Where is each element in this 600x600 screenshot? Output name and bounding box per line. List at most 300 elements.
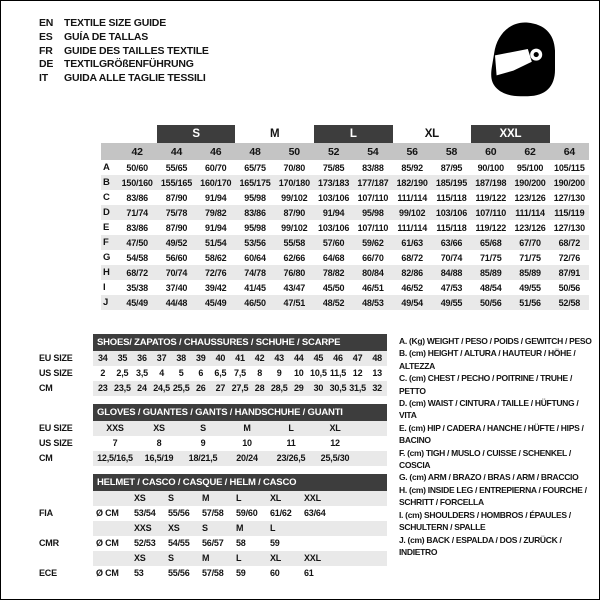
row-cells (93, 491, 387, 506)
row-side-label: EU SIZE (39, 423, 73, 433)
measurement-value: 87/90 (165, 192, 188, 203)
measurement-value: 47/51 (275, 295, 314, 310)
measurement-value: 58/62 (204, 252, 227, 263)
measurement-value: 80/84 (353, 265, 392, 280)
size-number: 42 (118, 143, 157, 160)
measurement-value: 51/56 (510, 295, 549, 310)
measurement-value: 47/53 (440, 282, 463, 293)
shoes-table (39, 351, 387, 396)
measurement-value: 95/100 (516, 162, 544, 173)
row-label: H (101, 265, 118, 280)
measurement-row (101, 235, 589, 250)
cell-value: S (202, 523, 208, 533)
measurement-value: 65/75 (244, 162, 266, 173)
legend-item: B. (cm) HEIGHT / ALTURA / HAUTEUR / HÖHE / ALTEZZA (399, 348, 576, 371)
measurement-value: 55/58 (275, 235, 314, 250)
measurement-value: 72/76 (196, 265, 235, 280)
language-title: TEXTILE SIZE GUIDE (64, 17, 166, 29)
row-cells (93, 451, 387, 466)
measurement-value: 48/52 (314, 295, 353, 310)
helmet-row (39, 551, 387, 566)
cell-value: 10 (242, 438, 252, 448)
measurement-row (101, 190, 589, 205)
size-number: 54 (353, 143, 392, 160)
measurement-value: 127/130 (553, 192, 585, 203)
cell-value: XS (168, 523, 180, 533)
measurement-value: 91/94 (314, 205, 353, 220)
measurement-value: 61/63 (393, 235, 432, 250)
gloves-section-header: GLOVES / GUANTES / GANTS / HANDSCHUHE / GUANTI (93, 404, 387, 421)
measurement-value: 35/38 (126, 282, 148, 293)
shoes-section-header: SHOES/ ZAPATOS / CHAUSSURES / SCHUHE / SCARPE (93, 334, 387, 351)
measurement-value: 76/80 (275, 265, 314, 280)
cell-value: 54/55 (168, 538, 190, 548)
cell-value (301, 536, 335, 551)
cell-value: M (243, 423, 251, 433)
measurement-value: 50/60 (126, 162, 148, 173)
cell-value: 3,5 (136, 368, 148, 378)
measurement-legend (399, 335, 597, 558)
measurement-value: 49/54 (393, 295, 432, 310)
legend-item: I. (cm) SHOULDERS / HOMBROS / ÉPAULES / SCHULTERN / SPALLE (399, 509, 571, 533)
cell-value: 23 (97, 383, 108, 393)
cell-value: XL (329, 423, 341, 433)
measurement-value: 91/94 (204, 192, 227, 203)
measurement-value: 50/56 (471, 295, 510, 310)
cell-value: 25,5/30 (320, 453, 350, 463)
cell-value: XXL (304, 493, 321, 503)
size-group-l: L (314, 125, 393, 143)
size-number: 44 (157, 143, 196, 160)
measurement-value: 48/54 (480, 282, 502, 293)
cell-value: 38 (176, 353, 186, 363)
measurement-value: 87/90 (165, 222, 188, 233)
cell-value: 52/53 (134, 538, 156, 548)
cell-value: 2,5 (116, 368, 129, 378)
cell-value: XS (134, 493, 146, 503)
row-cells (93, 506, 387, 521)
measurement-value: 49/55 (519, 282, 541, 293)
cell-value: 2 (100, 368, 106, 378)
cell-value: 43 (274, 353, 284, 363)
cell-value: 29 (293, 383, 304, 393)
measurement-value: 190/200 (550, 175, 589, 190)
cell-value: Ø CM (96, 538, 119, 548)
cell-value: 53/54 (134, 508, 156, 518)
measurement-value: 46/51 (362, 282, 384, 293)
cell-value: 25,5 (172, 383, 190, 393)
measurement-value: 150/160 (118, 175, 157, 190)
cell-value: 53 (134, 568, 144, 578)
cell-value: 23,5 (114, 383, 131, 393)
helmet-section-header: HELMET / CASCO / CASQUE / HELM / CASCO (93, 474, 387, 491)
cell-value: 58 (236, 538, 246, 548)
cell-value: 4 (159, 368, 164, 378)
measurement-value: 75/85 (322, 162, 345, 173)
cell-value: 30 (313, 383, 324, 393)
cell-value: 35 (117, 353, 128, 363)
measurement-value: 115/119 (550, 205, 589, 220)
measurement-value: 83/86 (126, 222, 148, 233)
measurement-value: 95/98 (244, 192, 266, 203)
cell-value: S (168, 553, 174, 563)
measurement-row (101, 220, 589, 235)
measurement-value: 68/72 (401, 252, 423, 263)
cell-value: 34 (97, 353, 108, 363)
measurement-value: 107/110 (357, 222, 389, 233)
measurement-value: 87/91 (550, 265, 589, 280)
cell-value: XS (153, 423, 165, 433)
measurement-value: 47/50 (118, 235, 157, 250)
measurement-value: 63/66 (432, 235, 471, 250)
language-title: GUIDE DES TAILLES TEXTILE (64, 44, 209, 57)
measurement-value: 177/187 (353, 175, 392, 190)
cell-value: 27 (215, 383, 226, 393)
legend-item: H. (cm) INSIDE LEG / ENTREPIERNA / FOURCHE / SCHRITT / FORCELLA (399, 484, 587, 508)
cell-value: L (288, 423, 294, 433)
cell-value: 46 (333, 353, 343, 363)
measurement-value: 115/118 (436, 192, 467, 203)
legend-item: F. (cm) TIGH / MUSLO / CUISSE / SCHENKEL / COSCIA (399, 447, 571, 471)
measurement-value: 103/106 (432, 205, 471, 220)
cell-value: 57/58 (202, 508, 224, 518)
cell-value: 59 (270, 538, 280, 548)
legend-item: C. (cm) CHEST / PECHO / POITRINE / TRUHE / PETTO (399, 373, 573, 396)
measurement-value: 83/86 (126, 192, 148, 203)
empty-cell (101, 143, 118, 160)
measurement-value: 85/89 (471, 265, 510, 280)
cell-value (93, 521, 131, 536)
legend-item: D. (cm) WAIST / CINTURA / TAILLE / HÜFTUNG / VITA (399, 398, 579, 421)
row-cells (93, 366, 387, 381)
measurement-value: 105/115 (554, 162, 585, 173)
helmet-icon-svg (483, 13, 563, 109)
cell-value: 28 (254, 383, 265, 393)
cell-value: 24,5 (153, 383, 170, 393)
measurement-value: 74/78 (235, 265, 274, 280)
size-number: 46 (196, 143, 235, 160)
cell-value: 27,5 (231, 383, 249, 393)
legend-item: E. (cm) HIP / CADERA / HANCHE / HÜFTE / HIPS / BACINO (399, 422, 584, 446)
shoes-row (39, 381, 387, 396)
language-title: GUIDA ALLE TAGLIE TESSILI (64, 72, 206, 85)
measurement-value: 90/100 (477, 162, 504, 173)
measurement-value: 115/118 (436, 222, 467, 233)
size-number: 56 (393, 143, 432, 160)
cell-value: 61 (304, 568, 314, 578)
row-side-label: US SIZE (39, 438, 73, 448)
measurement-value: 70/80 (283, 162, 306, 173)
row-side-label: EU SIZE (39, 353, 73, 363)
measurement-value: 119/122 (475, 222, 507, 233)
measurement-value: 41/45 (244, 282, 266, 293)
measurement-value: 53/56 (235, 235, 274, 250)
measurement-value: 66/70 (362, 252, 384, 263)
size-number: 50 (275, 143, 314, 160)
measurement-value: 54/58 (126, 252, 148, 263)
measurement-value: 78/82 (314, 265, 353, 280)
measurement-value: 107/110 (357, 192, 389, 203)
cell-value: 12 (352, 368, 363, 378)
measurement-value: 49/52 (157, 235, 196, 250)
language-row (39, 45, 209, 59)
row-label: E (103, 222, 110, 233)
cell-value: 13 (372, 368, 382, 378)
row-cells (93, 436, 387, 451)
cell-value: 37 (156, 353, 167, 363)
measurement-row (101, 205, 589, 220)
measurement-value: 111/114 (510, 205, 549, 220)
size-group-xxl: XXL (471, 125, 550, 143)
measurement-row (101, 280, 589, 295)
cell-value (301, 521, 335, 536)
measurement-value: 45/49 (118, 295, 157, 310)
cell-value: XXS (134, 523, 152, 533)
measurement-row (101, 295, 589, 310)
cell-value: 60 (270, 568, 280, 578)
language-row (39, 17, 209, 31)
row-label: G (103, 252, 111, 263)
cell-value: L (236, 493, 242, 503)
cell-value: M (202, 553, 210, 563)
cell-value: 16,5/19 (144, 453, 174, 463)
helmet-row (39, 566, 387, 581)
cell-value: M (202, 493, 210, 503)
cell-value: L (270, 523, 276, 533)
measurement-value: 127/130 (553, 222, 585, 233)
language-title: TEXTILGRÖßENFÜHRUNG (64, 58, 194, 71)
shoes-section (39, 334, 387, 396)
row-cells (93, 566, 387, 581)
measurement-value: 170/180 (275, 175, 314, 190)
size-number: 52 (314, 143, 353, 160)
measurement-value: 79/82 (196, 205, 235, 220)
language-code: IT (39, 72, 48, 85)
measurement-value: 68/72 (550, 235, 589, 250)
row-label: A (103, 162, 110, 173)
row-label: C (103, 192, 110, 203)
measurement-value: 187/198 (471, 175, 510, 190)
cell-value: M (236, 523, 244, 533)
row-label: D (101, 205, 118, 220)
measurement-value: 39/42 (204, 282, 227, 293)
cell-value: 11,5 (329, 368, 347, 378)
measurement-value: 99/102 (281, 222, 308, 233)
measurement-value: 84/88 (432, 265, 471, 280)
measurement-value: 51/54 (196, 235, 235, 250)
row-label: F (101, 235, 118, 250)
measurement-row (101, 265, 589, 280)
cell-value: 31,5 (349, 383, 366, 393)
measurement-value: 68/72 (118, 265, 157, 280)
cell-value: 45 (313, 353, 324, 363)
size-number-row (101, 143, 589, 160)
measurement-value: 103/106 (318, 192, 350, 203)
helmet-section (39, 474, 387, 581)
measurement-row (101, 160, 589, 175)
measurement-value: 95/98 (353, 205, 392, 220)
cell-value: 59 (236, 568, 246, 578)
measurement-value: 99/102 (281, 192, 308, 203)
cell-value: 12,5/16,5 (97, 453, 133, 463)
measurement-value: 65/68 (471, 235, 510, 250)
cell-value: XXS (106, 423, 124, 433)
measurement-value: 64/68 (322, 252, 345, 263)
cell-value: 57/58 (202, 568, 224, 578)
empty-cell (101, 125, 118, 143)
measurement-value: 91/94 (204, 222, 227, 233)
cell-value: 47 (352, 353, 363, 363)
measurement-value: 85/92 (401, 162, 423, 173)
gloves-table (39, 421, 387, 466)
cell-value: 5 (178, 368, 184, 378)
cell-value: 30,5 (329, 383, 347, 393)
cell-value: 7 (112, 438, 118, 448)
helmet-row (39, 506, 387, 521)
cell-value: 59/60 (236, 508, 258, 518)
measurement-value: 70/74 (440, 252, 463, 263)
cell-value: Ø CM (96, 508, 119, 518)
measurement-value: 57/60 (314, 235, 353, 250)
cell-value: 9 (200, 438, 206, 448)
measurement-value: 37/40 (165, 282, 188, 293)
cell-value: 26 (195, 383, 206, 393)
row-side-label: FIA (39, 508, 53, 518)
cell-value: 10,5 (310, 368, 327, 378)
cell-value: 55/56 (168, 568, 190, 578)
cell-value: 40 (215, 353, 226, 363)
cell-value: 9 (276, 368, 282, 378)
measurement-value: 43/47 (283, 282, 306, 293)
size-number: 64 (550, 143, 589, 160)
measurement-value: 160/170 (196, 175, 235, 190)
row-cells (93, 351, 387, 366)
legend-item: G. (cm) ARM / BRAZO / BRAS / ARM / BRACCIO (399, 472, 579, 483)
row-cells (93, 381, 387, 396)
size-group-s: S (157, 125, 236, 143)
helmet-row (39, 491, 387, 506)
measurement-row (101, 250, 589, 265)
measurement-value: 45/50 (322, 282, 345, 293)
size-group-row (101, 125, 589, 143)
helmet-table (39, 491, 387, 581)
cell-value: 56/57 (202, 538, 224, 548)
language-code: FR (39, 44, 53, 57)
measurement-value: 111/114 (397, 192, 428, 203)
language-title: GUÍA DE TALLAS (64, 30, 149, 43)
cell-value: 20/24 (236, 453, 258, 463)
measurement-value: 49/55 (432, 295, 471, 310)
cell-value: XXL (304, 553, 321, 563)
cell-value (93, 491, 131, 506)
cell-value: 11 (286, 438, 296, 448)
measurement-value: 123/126 (514, 192, 546, 203)
empty-cell (118, 125, 157, 143)
measurement-value: 72/76 (558, 252, 581, 263)
language-row (39, 58, 209, 72)
cell-value: L (236, 553, 242, 563)
measurement-value: 70/74 (157, 265, 196, 280)
language-code: EN (39, 17, 54, 29)
measurement-value: 46/50 (235, 295, 274, 310)
measurement-value: 107/110 (471, 205, 510, 220)
measurement-value: 46/52 (401, 282, 423, 293)
cell-value: 63/64 (304, 508, 326, 518)
measurement-value: 119/122 (475, 192, 507, 203)
measurement-value: 44/48 (157, 295, 196, 310)
measurement-value: 190/200 (510, 175, 549, 190)
cell-value: 28,5 (270, 383, 288, 393)
measurement-value: 182/190 (393, 175, 432, 190)
row-side-label: ECE (39, 568, 57, 578)
cell-value: 48 (372, 353, 382, 363)
measurement-value: 52/58 (550, 295, 589, 310)
measurement-value: 95/98 (244, 222, 266, 233)
row-cells (93, 536, 387, 551)
cell-value: 23/26,5 (276, 453, 306, 463)
cell-value: 7,5 (234, 368, 246, 378)
measurement-value: 103/106 (318, 222, 350, 233)
size-number: 48 (235, 143, 274, 160)
cell-value: Ø CM (96, 568, 119, 578)
measurement-value: 185/195 (432, 175, 471, 190)
measurement-value: 59/62 (353, 235, 392, 250)
cell-value: S (200, 423, 206, 433)
cell-value: 41 (235, 353, 245, 363)
helmet-row (39, 521, 387, 536)
row-label: J (101, 295, 118, 310)
measurement-value: 60/64 (244, 252, 266, 263)
measurement-value: 50/56 (558, 282, 581, 293)
row-side-label: CM (39, 383, 53, 393)
row-side-label: CMR (39, 538, 59, 548)
cell-value: 39 (195, 353, 206, 363)
measurement-value: 87/90 (275, 205, 314, 220)
cell-value (93, 551, 131, 566)
cell-value: 24 (137, 383, 147, 393)
row-label: I (103, 282, 106, 293)
cell-value: 61/62 (270, 508, 292, 518)
cell-value: XL (270, 493, 282, 503)
measurement-value: 55/65 (165, 162, 188, 173)
cell-value: 6 (198, 368, 204, 378)
legend-item: J. (cm) BACK / ESPALDA / DOS / ZURÜCK / INDIETRO (399, 534, 562, 557)
language-code: ES (39, 30, 53, 43)
measurement-value: 45/49 (196, 295, 235, 310)
size-number: 62 (510, 143, 549, 160)
legend-item: A. (Kg) WEIGHT / PESO / POIDS / GEWITCH / PESO (399, 336, 592, 346)
empty-cell (550, 125, 589, 143)
textile-size-table (101, 125, 589, 310)
gloves-row (39, 421, 387, 436)
size-group-xl: XL (424, 128, 439, 140)
cell-value: 8 (156, 438, 162, 448)
gloves-section (39, 404, 387, 466)
size-number: 58 (432, 143, 471, 160)
shoes-row (39, 366, 387, 381)
measurement-value: 82/86 (393, 265, 432, 280)
cell-value: XL (270, 553, 282, 563)
language-title-list (39, 17, 209, 86)
row-side-label (39, 551, 93, 566)
cell-value: 10 (293, 368, 304, 378)
size-number: 60 (471, 143, 510, 160)
cell-value: 42 (254, 353, 265, 363)
cell-value: 32 (372, 383, 382, 393)
measurement-value: 111/114 (397, 222, 428, 233)
cell-value: 12 (330, 438, 340, 448)
row-cells (93, 421, 387, 436)
